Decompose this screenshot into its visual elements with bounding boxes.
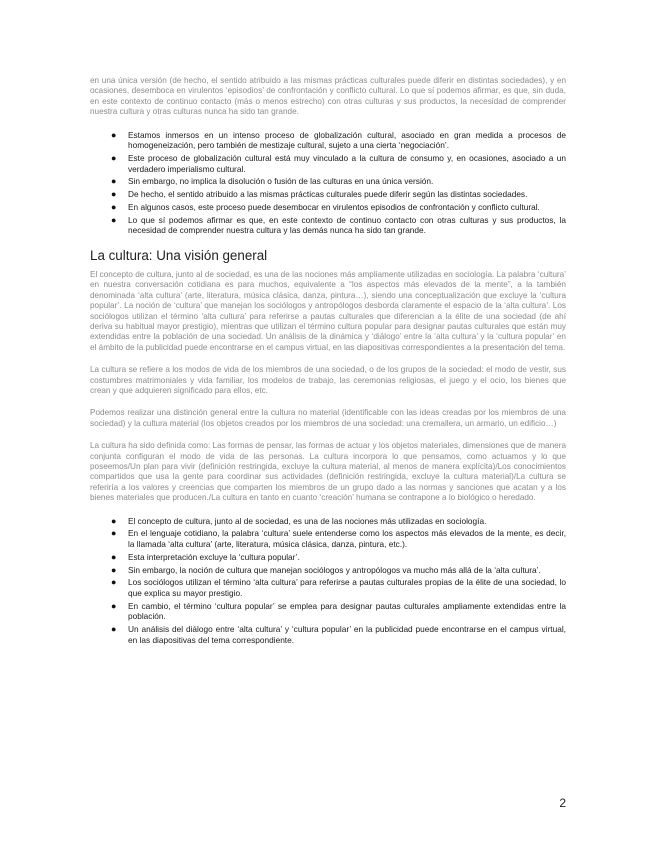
list-item: ● Esta interpretación excluye la ‘cultura popular’.: [111, 551, 300, 562]
bullet-icon: ●: [111, 189, 117, 200]
body-paragraph: El concepto de cultura, junto al de sociedad, es una de las nociones más ampliamente utilizadas en sociología. La palabra ‘cultura’ en nuestra conversación cotidiana es para muchos, equivalente a “los aspectos más elevados de la mente”, a la también denominada ‘alta cultura’ (arte, literatura, música clásica, danza, pintura…), siendo una conceptualización que excluye la ‘cultura popular’. La noción de ‘cultura’ que manejan los sociólogos y antropólogos desborda claramente el espacio de la ‘alta cultura’. Los sociólogos utilizan el término ‘alta cultura’ para referirse a pautas culturales que diferencian a la élite de una sociedad (de ahí deriva su habitual mayor prestigio), mientras que utilizan el término cultura popular para designar pautas culturales que están muy extendidas entre la población de una sociedad. Un análisis de la dinámica y ‘diálogo’ entre la ‘alta cultura’ y la ‘cultura popular’ en el ámbito de la publicidad puede encontrarse en el campus virtual, en las diapositivas correspondientes a la presentación del tema.: [90, 269, 566, 352]
bullet-icon: ●: [111, 528, 117, 539]
intro-paragraph: en una única versión (de hecho, el sentido atribuido a las mismas prácticas culturales puede diferir en distintas sociedades), y en ocasiones, desemboca en virulentos ‘episodios’ de confrontación y conflicto cultural. Lo que sí podemos afirmar, es que, sin duda, en este contexto de continuo contacto (más o menos estrecho) con otras culturas y sus productos, la necesidad de comprender nuestra cultura y otras culturas nunca ha sido tan grande.: [90, 76, 566, 117]
bullet-icon: ●: [111, 515, 117, 526]
list-item: ● Lo que sí podemos afirmar es que, en este contexto de continuo contacto con otras culturas y sus productos, la necesidad de comprender nuestra cultura y las demás nunca ha sido tan grande.: [111, 214, 566, 236]
bullet-icon: ●: [111, 551, 117, 562]
page-number: 2: [559, 796, 566, 810]
bullet-icon: ●: [111, 214, 117, 225]
bullet-icon: ●: [111, 577, 117, 588]
bullet-icon: ●: [111, 564, 117, 575]
bullet-icon: ●: [111, 624, 117, 635]
list-item: ● El concepto de cultura, junto al de sociedad, es una de las nociones más utilizadas en sociología.: [111, 515, 487, 526]
body-paragraph: Podemos realizar una distinción general entre la cultura no material (identificable con las ideas creadas por los miembros de una sociedad) y la cultura material (los objetos creados por los miembros de una sociedad: una cremallera, un armario, un edificio…): [90, 408, 566, 428]
bullet-icon: ●: [111, 176, 117, 187]
list-item: ● Los sociólogos utilizan el término ‘alta cultura’ para referirse a pautas culturales propias de la élite de una sociedad, lo que explica su mayor prestigio.: [111, 577, 566, 598]
bullet-icon: ●: [111, 600, 117, 611]
body-paragraph: La cultura ha sido definida como: Las formas de pensar, las formas de actuar y los objetos materiales, dimensiones que de manera conjunta configuran el modo de vida de las personas. La cultura incorpora lo que pensamos, como actuamos y lo que poseemos/Un plan para vivir (definición restringida, excluye la cultura material, al menos de manera explícita)/Los conocimientos compartidos que usa la gente para coordinar sus actividades (definición restringida, excluye la cultura material)/La cultura se referiría a los valores y creencias que comparten los miembros de un grupo dado a las normas y sanciones que acatan y a los bienes materiales que producen./La cultura en tanto en cuanto ‘creación’ humana se contrapone a lo biológico o heredado.: [90, 441, 566, 503]
list-item: ● Un análisis del diálogo entre ‘alta cultura’ y ‘cultura popular’ en la publicidad puede encontrarse en el campus virtual, en las diapositivas del tema correspondiente.: [111, 624, 566, 645]
list-item: ● Estamos inmersos en un intenso proceso de globalización cultural, asociado en gran medida a procesos de homogeneización, pero también de mestizaje cultural, sujeto a una cierta ‘negociación’.: [111, 129, 566, 151]
list-item: ● En el lenguaje cotidiano, la palabra ‘cultura’ suele entenderse como los aspectos más elevados de la mente, es decir, la llamada ‘alta cultura’ (arte, literatura, música clásica, danza, pintura, etc.).: [111, 528, 566, 549]
list-item: ● En cambio, el término ‘cultura popular’ se emplea para designar pautas culturales ampliamente extendidas entre la población.: [111, 600, 566, 622]
section-heading: La cultura: Una visión general: [90, 247, 268, 263]
bullet-icon: ●: [111, 153, 117, 163]
list-item: ● De hecho, el sentido atribuido a las mismas prácticas culturales puede diferir según las distintas sociedades.: [111, 189, 528, 200]
list-item: ● Sin embargo, no implica la disolución o fusión de las culturas en una única versión.: [111, 176, 434, 187]
bullet-icon: ●: [111, 201, 117, 212]
body-paragraph: La cultura se refiere a los modos de vida de los miembros de una sociedad, o de los grupos de la sociedad: el modo de vestir, sus costumbres matrimoniales y vida familiar, los modelos de trabajo, las ceremonias religiosas, el juego y el ocio, los bienes que crean y que adquieren significado para ellos, etc.: [90, 365, 566, 395]
page-content: [90, 76, 566, 647]
bullet-icon: ●: [111, 129, 117, 140]
list-item: ● Este proceso de globalización cultural está muy vinculado a la cultura de consumo y, en ocasiones, asociado a un verdadero imperialismo cultural.: [111, 153, 566, 174]
list-item: ● En algunos casos, este proceso puede desembocar en virulentos episodios de confrontación y conflicto cultural.: [111, 201, 540, 212]
bullet-list-globalization: [90, 130, 566, 236]
list-item: ● Sin embargo, la noción de cultura que manejan sociólogos y antropólogos va mucho más allá de la ‘alta cultura’.: [111, 564, 541, 575]
bullet-list-culture: [90, 516, 566, 646]
